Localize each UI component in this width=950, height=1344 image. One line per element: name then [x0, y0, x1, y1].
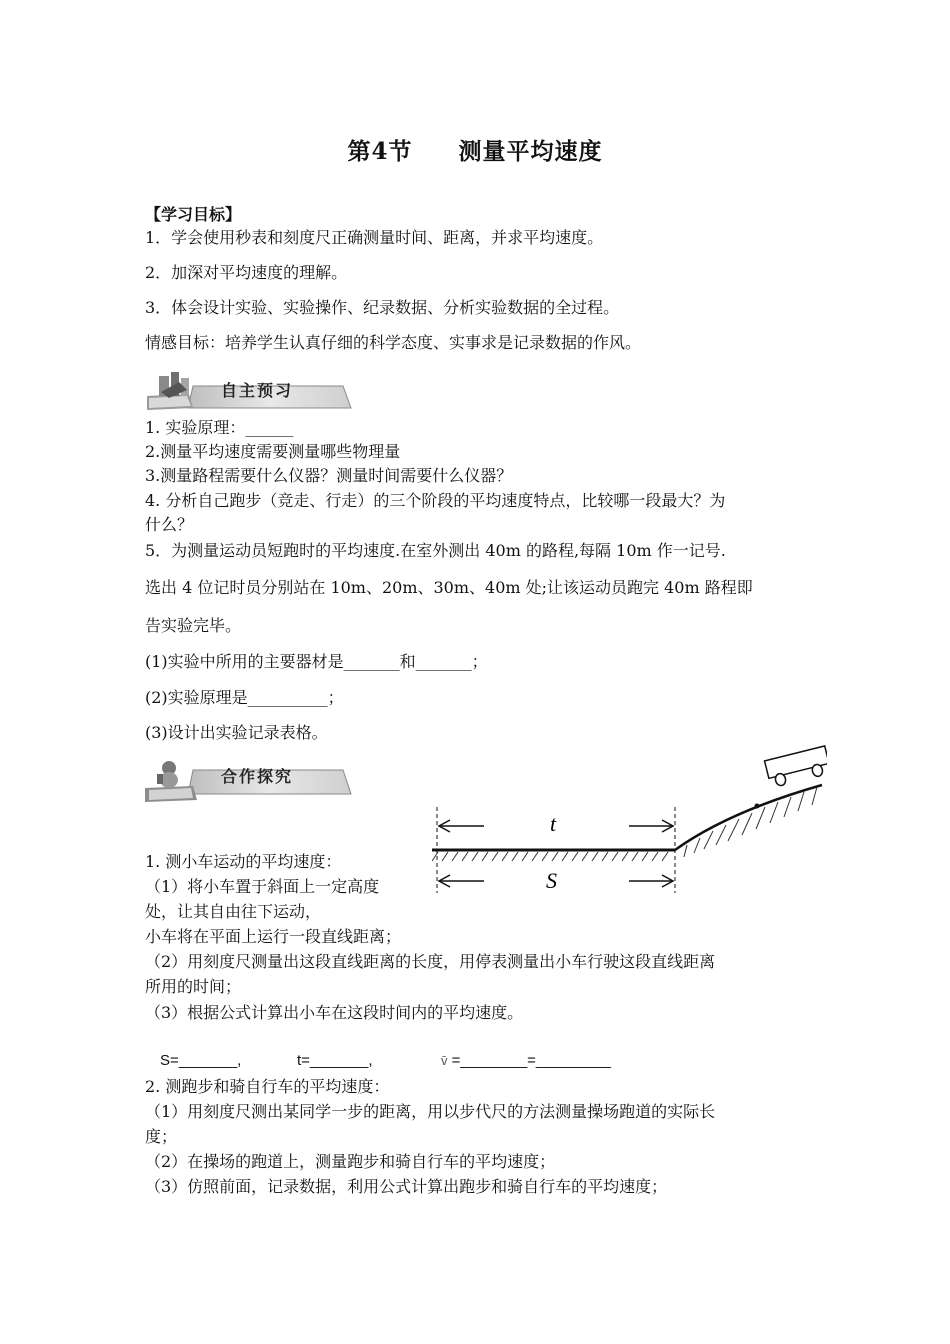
preview-sub3: (3)设计出实验记录表格。 — [145, 723, 328, 742]
velocity-blanks: =________=_________ — [447, 1052, 612, 1069]
coop-p2-title: 2. 测跑步和骑自行车的平均速度： — [145, 1077, 390, 1096]
goal-item-1: 1．学会使用秒表和刻度尺正确测量时间、距离，并求平均速度。 — [145, 228, 604, 247]
preview-q5-line2: 选出 4 位记时员分别站在 10m、20m、30m、40m 处;让该运动员跑完 40m 路程即 — [145, 578, 753, 597]
coop-p2-step2: （2）在操场的跑道上，测量跑步和骑自行车的平均速度； — [145, 1152, 556, 1171]
formula-velocity — [441, 1052, 611, 1069]
coop-p1-title: 1. 测小车运动的平均速度： — [145, 852, 342, 871]
preview-sub2: (2)实验原理是__________； — [145, 688, 344, 707]
coop-p1-step3: （3）根据公式计算出小车在这段时间内的平均速度。 — [145, 1003, 524, 1022]
coop-p1-step1b: 处，让其自由往下运动， — [145, 902, 322, 921]
car-icon — [765, 746, 827, 788]
goals-heading: 【学习目标】 — [145, 205, 242, 224]
preview-q5-line3: 告实验完毕。 — [145, 616, 242, 635]
distance-label: S — [546, 868, 557, 893]
formula-time: t=_______, — [297, 1052, 373, 1069]
preview-q2: 2.测量平均速度需要测量哪些物理量 — [145, 442, 401, 461]
coop-p1-step2b: 所用的时间； — [145, 977, 242, 996]
preview-sub1: (1)实验中所用的主要器材是_______和_______； — [145, 652, 488, 671]
coop-p1-step2a: （2）用刻度尺测量出这段直线距离的长度，用停表测量出小车行驶这段直线距离 — [145, 952, 716, 971]
section-name: 测量平均速度 — [458, 138, 603, 165]
velocity-symbol: v̄ — [441, 1053, 448, 1068]
emotion-goal: 情感目标：培养学生认真仔细的科学态度、实事求是记录数据的作风。 — [145, 333, 642, 352]
ground-hatching — [432, 852, 668, 861]
coop-p2-step1a: （1）用刻度尺测出某同学一步的距离，用以步代尺的方法测量操场跑道的实际长 — [145, 1102, 716, 1121]
incline-point — [755, 804, 760, 809]
coop-p1-step1a: （1）将小车置于斜面上一定高度 — [145, 877, 380, 896]
coop-p2-step1b: 度； — [145, 1127, 178, 1146]
formula-distance: S=_______, — [160, 1052, 242, 1069]
goal-item-3: 3．体会设计实验、实验操作、纪录数据、分析实验数据的全过程。 — [145, 298, 620, 317]
preview-q3: 3.测量路程需要什么仪器？测量时间需要什么仪器？ — [145, 466, 513, 485]
time-label: t — [550, 811, 557, 836]
preview-q5-line1: 5．为测量运动员短跑时的平均速度.在室外测出 40m 的路程,每隔 10m 作一记号. — [145, 541, 726, 560]
cooperate-banner — [143, 758, 353, 802]
section-number: 第4节 — [347, 138, 413, 165]
coop-p2-step3: （3）仿照前面，记录数据，利用公式计算出跑步和骑自行车的平均速度； — [145, 1177, 668, 1196]
incline-hatching — [684, 787, 817, 857]
coop-p1-step1c: 小车将在平面上运行一段直线距离； — [145, 927, 402, 946]
preview-q4-line2: 什么？ — [145, 515, 194, 534]
incline-diagram — [432, 745, 827, 895]
page-title — [0, 133, 950, 166]
preview-q1: 1. 实验原理：______ — [145, 418, 294, 437]
goal-item-2: 2．加深对平均速度的理解。 — [145, 263, 348, 282]
cooperate-banner-label: 合作探究 — [221, 767, 294, 786]
preview-banner-label: 自主预习 — [221, 381, 294, 400]
incline-slope — [675, 785, 822, 850]
preview-banner — [143, 368, 353, 412]
preview-q4-line1: 4. 分析自己跑步（竞走、行走）的三个阶段的平均速度特点，比较哪一段最大？为 — [145, 491, 726, 510]
